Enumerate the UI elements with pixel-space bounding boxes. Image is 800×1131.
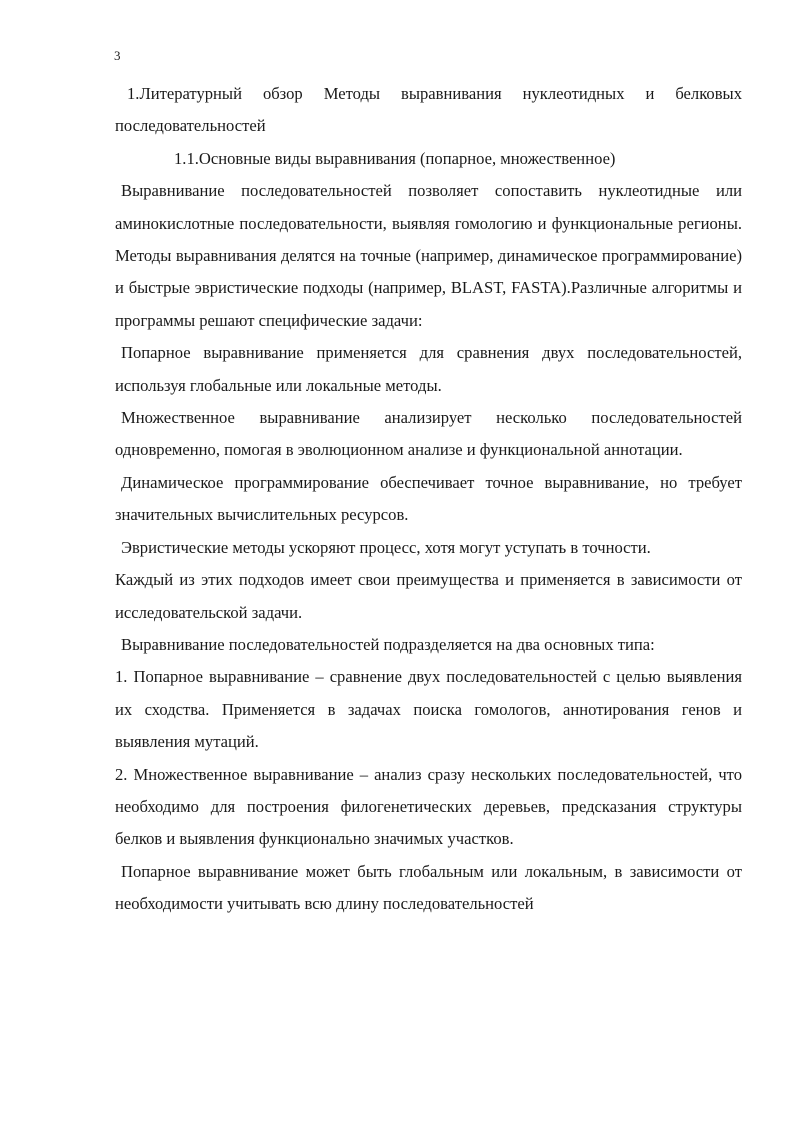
paragraph-multiple: Множественное выравнивание анализирует несколько последовательностей одновременно, помогая в эволюционном анализе и функциональной аннотации. [115, 408, 742, 460]
page-number: 3 [114, 48, 121, 63]
paragraph-types-intro: Выравнивание последовательностей подразделяется на два основных типа: [121, 634, 655, 654]
subsection-heading: 1.1.Основные виды выравнивания (попарное, множественное) [174, 148, 616, 168]
list-item-multiple: 2. Множественное выравнивание – анализ сразу нескольких последовательностей, что необходимо для построения филогенетических деревьев, предсказания структуры белков и выявления функционально значимых участков. [115, 764, 742, 849]
section-heading: 1.Литературный обзор Методы выравнивания нуклеотидных и белковых последовательностей [115, 84, 742, 136]
paragraph-global-local: Попарное выравнивание может быть глобальным или локальным, в зависимости от необходимости учитывать всю длину последовательностей [115, 861, 742, 914]
paragraph-intro: Выравнивание последовательностей позволяет сопоставить нуклеотидные или аминокислотные последовательности, выявляя гомологию и функциональные регионы. Методы выравнивания делятся на точные (например, динамическое программирование) и быстрые эвристические подходы (например, BLAST, FASTA).Различные алгоритмы и программы решают специфические задачи: [115, 181, 742, 330]
paragraph-pairwise: Попарное выравнивание применяется для сравнения двух последовательностей, используя глобальные или локальные методы. [115, 343, 742, 395]
paragraph-heuristic: Эвристические методы ускоряют процесс, хотя могут уступать в точности. [121, 537, 651, 557]
list-item-pairwise: 1. Попарное выравнивание – сравнение двух последовательностей с целью выявления их сходства. Применяется в задачах поиска гомологов, аннотирования генов и выявления мутаций. [115, 667, 742, 752]
paragraph-approaches: Каждый из этих подходов имеет свои преимущества и применяется в зависимости от исследовательской задачи. [115, 570, 742, 622]
paragraph-dynamic-programming: Динамическое программирование обеспечивает точное выравнивание, но требует значительных вычислительных ресурсов. [115, 472, 742, 525]
document-body [115, 78, 742, 921]
